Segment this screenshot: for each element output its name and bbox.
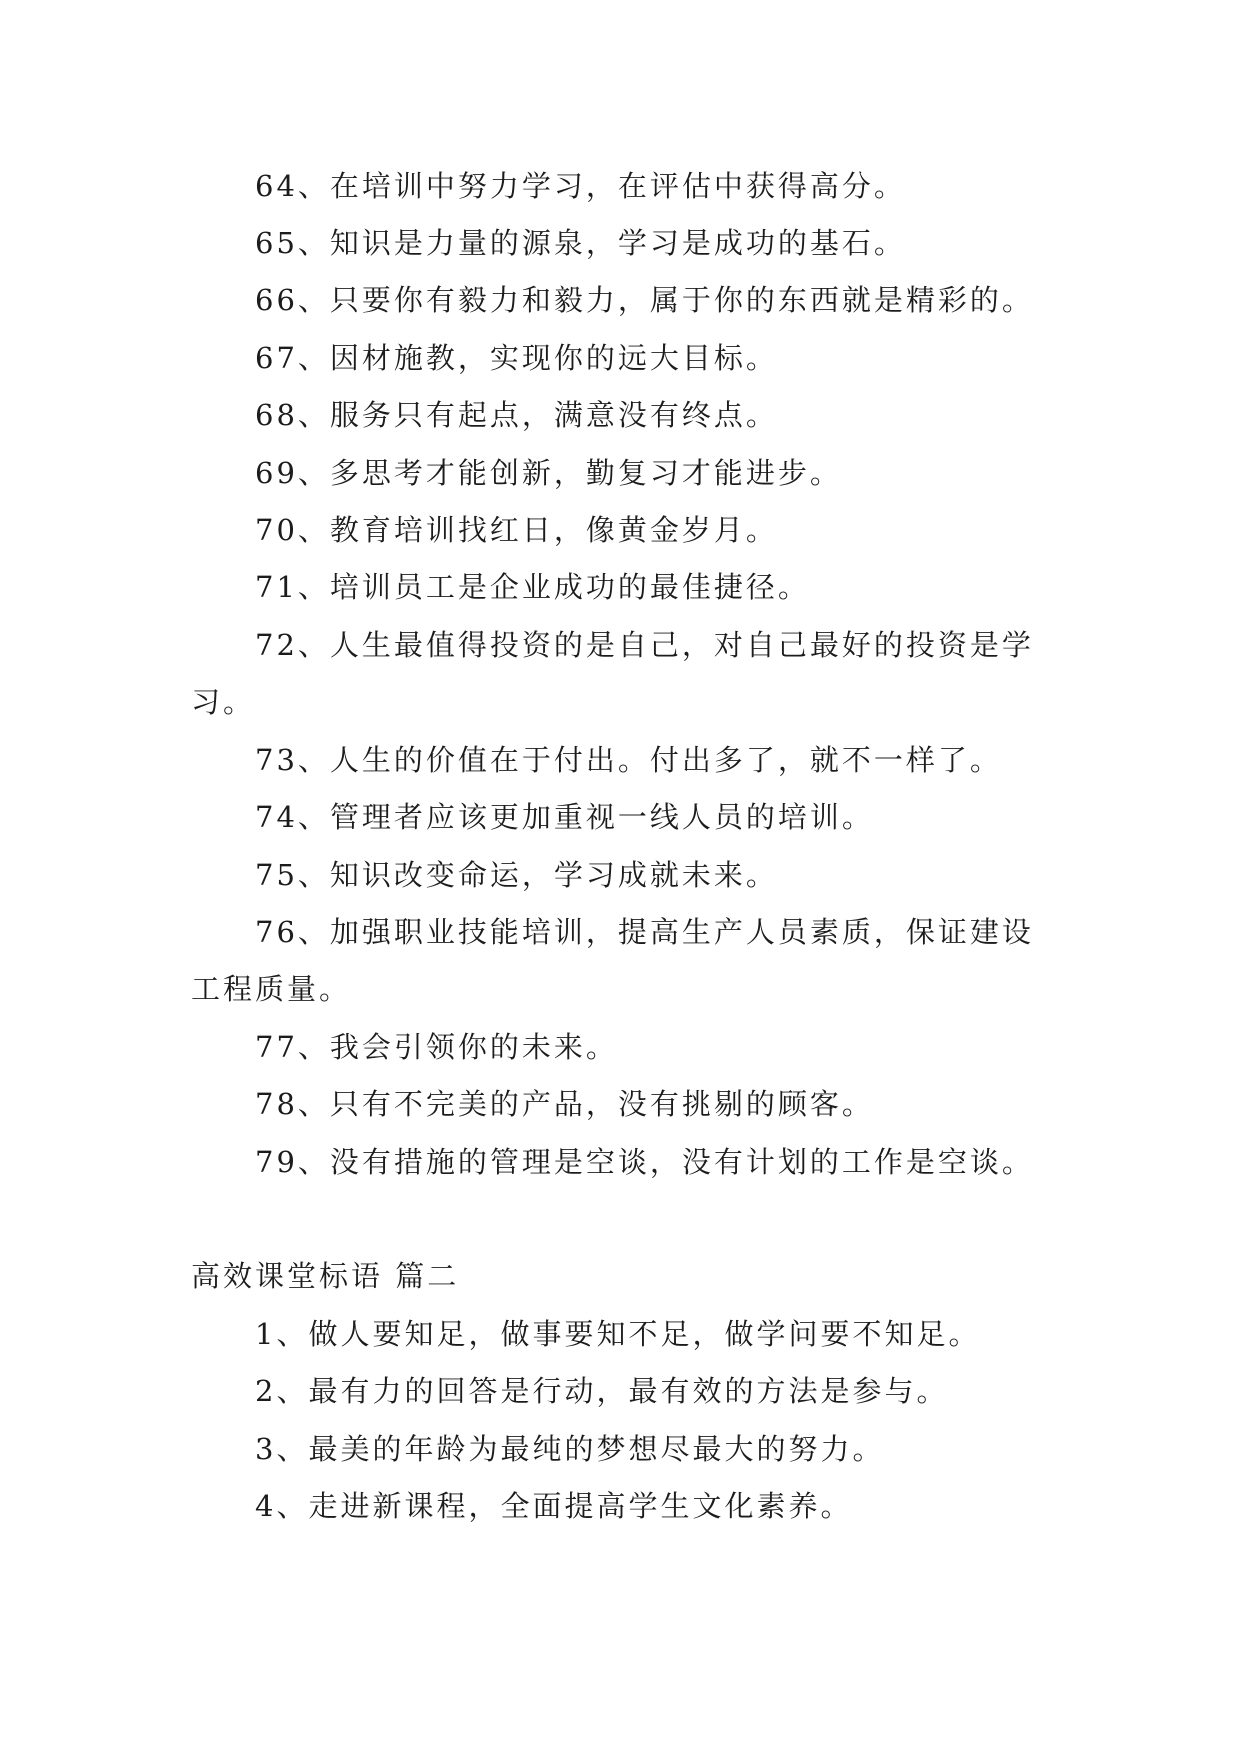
- slogan-67: 67、因材施教，实现你的远大目标。: [255, 341, 778, 375]
- slogan-2: 2、最有力的回答是行动，最有效的方法是参与。: [255, 1374, 949, 1408]
- slogan-66: 66、只要你有毅力和毅力，属于你的东西就是精彩的。: [255, 283, 1034, 317]
- slogan-78: 78、只有不完美的产品，没有挑剔的顾客。: [255, 1087, 874, 1121]
- slogan-75: 75、知识改变命运，学习成就未来。: [255, 858, 778, 892]
- slogan-74: 74、管理者应该更加重视一线人员的培训。: [255, 800, 874, 834]
- slogan-1: 1、做人要知足，做事要知不足，做学问要不知足。: [255, 1317, 981, 1351]
- slogan-4: 4、走进新课程，全面提高学生文化素养。: [255, 1489, 853, 1523]
- slogan-68: 68、服务只有起点，满意没有终点。: [255, 398, 778, 432]
- slogan-71: 71、培训员工是企业成功的最佳捷径。: [255, 570, 810, 604]
- slogan-3: 3、最美的年龄为最纯的梦想尽最大的努力。: [255, 1432, 885, 1466]
- slogan-76-continued: 工程质量。: [191, 972, 352, 1006]
- slogan-79: 79、没有措施的管理是空谈，没有计划的工作是空谈。: [255, 1145, 1034, 1179]
- slogan-69: 69、多思考才能创新，勤复习才能进步。: [255, 456, 842, 490]
- slogan-77: 77、我会引领你的未来。: [255, 1030, 618, 1064]
- slogan-70: 70、教育培训找红日，像黄金岁月。: [255, 513, 778, 547]
- section-heading: 高效课堂标语 篇二: [191, 1259, 460, 1293]
- slogan-64: 64、在培训中努力学习，在评估中获得高分。: [255, 169, 906, 203]
- slogan-73: 73、人生的价值在于付出。付出多了，就不一样了。: [255, 743, 1002, 777]
- slogan-72-continued: 习。: [191, 685, 256, 719]
- slogan-65: 65、知识是力量的源泉，学习是成功的基石。: [255, 226, 906, 260]
- slogan-76: 76、加强职业技能培训，提高生产人员素质，保证建设: [255, 915, 1034, 949]
- slogan-72: 72、人生最值得投资的是自己，对自己最好的投资是学: [255, 628, 1034, 662]
